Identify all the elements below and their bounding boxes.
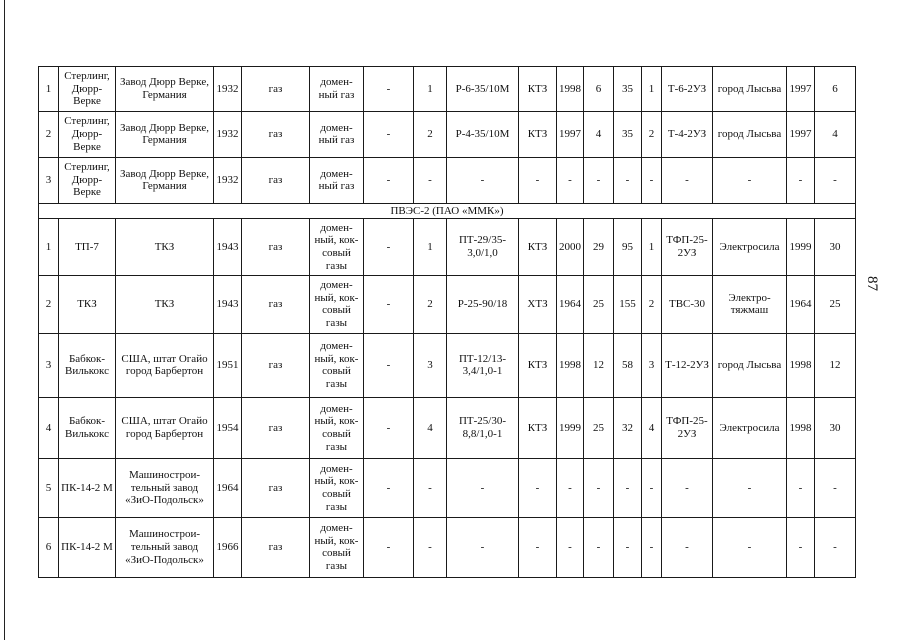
boiler-year-cell: 1954	[214, 397, 242, 458]
electric-capacity-cell: 4	[584, 112, 614, 157]
boiler-year-cell: 1966	[214, 517, 242, 577]
table-row	[39, 218, 856, 275]
generator-type-cell: -	[662, 517, 713, 577]
generator-capacity-cell: 6	[815, 67, 856, 112]
row-number-cell: 3	[39, 157, 59, 203]
turbine-year-cell: 1964	[557, 276, 584, 333]
generator-year-cell: 1999	[787, 218, 815, 275]
blank-col-cell: -	[364, 397, 414, 458]
generator-capacity-cell: 12	[815, 333, 856, 397]
equipment-table	[38, 66, 856, 578]
section-row	[39, 203, 856, 218]
boiler-type-cell: Бабкок-Вилькокс	[59, 397, 116, 458]
turbine-year-cell: 1999	[557, 397, 584, 458]
row-number-cell: 3	[39, 333, 59, 397]
boiler-year-cell: 1932	[214, 157, 242, 203]
generator-year-cell: 1998	[787, 333, 815, 397]
boiler-year-cell: 1964	[214, 459, 242, 517]
boiler-type-cell: Стерлинг, Дюрр-Верке	[59, 112, 116, 157]
generator-station-number-cell: 1	[642, 218, 662, 275]
turbine-manufacturer-cell: КТЗ	[519, 112, 557, 157]
generator-type-cell: Т-4-2УЗ	[662, 112, 713, 157]
main-fuel-cell: газ	[242, 333, 310, 397]
reserve-fuel-cell: домен-ный газ	[310, 157, 364, 203]
generator-year-cell: 1998	[787, 397, 815, 458]
generator-manufacturer-cell: город Лысьва	[713, 333, 787, 397]
blank-col-cell: -	[364, 517, 414, 577]
electric-capacity-cell: 25	[584, 397, 614, 458]
generator-manufacturer-cell: -	[713, 459, 787, 517]
blank-col-cell: -	[364, 459, 414, 517]
turbine-type-cell: Р-6-35/10М	[447, 67, 519, 112]
turbine-year-cell: 1998	[557, 333, 584, 397]
boiler-type-cell: Стерлинг, Дюрр-Верке	[59, 157, 116, 203]
binding-rule	[4, 0, 5, 640]
main-fuel-cell: газ	[242, 459, 310, 517]
boiler-type-cell: ПК-14-2 М	[59, 517, 116, 577]
turbine-type-cell: -	[447, 517, 519, 577]
turbine-manufacturer-cell: КТЗ	[519, 67, 557, 112]
boiler-year-cell: 1932	[214, 67, 242, 112]
generator-year-cell: 1964	[787, 276, 815, 333]
turbine-year-cell: 1998	[557, 67, 584, 112]
turbine-type-cell: Р-4-35/10М	[447, 112, 519, 157]
generator-year-cell: -	[787, 459, 815, 517]
blank-col-cell: -	[364, 276, 414, 333]
table-row	[39, 397, 856, 458]
turbine-type-cell: Р-25-90/18	[447, 276, 519, 333]
generator-type-cell: ТВС-30	[662, 276, 713, 333]
thermal-capacity-cell: 32	[614, 397, 642, 458]
main-fuel-cell: газ	[242, 112, 310, 157]
turbine-type-cell: ПТ-12/13-3,4/1,0-1	[447, 333, 519, 397]
thermal-capacity-cell: -	[614, 517, 642, 577]
thermal-capacity-cell: 35	[614, 67, 642, 112]
generator-year-cell: -	[787, 157, 815, 203]
generator-capacity-cell: -	[815, 517, 856, 577]
main-fuel-cell: газ	[242, 157, 310, 203]
generator-capacity-cell: 30	[815, 218, 856, 275]
boiler-type-cell: ПК-14-2 М	[59, 459, 116, 517]
turbine-manufacturer-cell: -	[519, 517, 557, 577]
row-number-cell: 2	[39, 112, 59, 157]
electric-capacity-cell: -	[584, 517, 614, 577]
boiler-year-cell: 1943	[214, 218, 242, 275]
manufacturer-cell: Машинострои-тельный завод «ЗиО-Подольск»	[116, 517, 214, 577]
section-title: ПВЭС-2 (ПАО «ММК»)	[39, 203, 856, 218]
main-fuel-cell: газ	[242, 276, 310, 333]
page-number: 87	[864, 276, 880, 291]
row-number-cell: 1	[39, 218, 59, 275]
row-number-cell: 4	[39, 397, 59, 458]
table-row	[39, 459, 856, 517]
table-row	[39, 112, 856, 157]
generator-type-cell: -	[662, 157, 713, 203]
turbine-year-cell: 1997	[557, 112, 584, 157]
generator-station-number-cell: -	[642, 459, 662, 517]
manufacturer-cell: ТКЗ	[116, 218, 214, 275]
turbine-station-number-cell: -	[414, 459, 447, 517]
table-row	[39, 276, 856, 333]
blank-col-cell: -	[364, 67, 414, 112]
reserve-fuel-cell: домен-ный, кок-совый газы	[310, 218, 364, 275]
thermal-capacity-cell: 58	[614, 333, 642, 397]
reserve-fuel-cell: домен-ный, кок-совый газы	[310, 333, 364, 397]
turbine-station-number-cell: -	[414, 517, 447, 577]
thermal-capacity-cell: 155	[614, 276, 642, 333]
turbine-station-number-cell: 1	[414, 67, 447, 112]
turbine-type-cell: -	[447, 157, 519, 203]
turbine-station-number-cell: 3	[414, 333, 447, 397]
turbine-manufacturer-cell: -	[519, 157, 557, 203]
generator-manufacturer-cell: Электросила	[713, 218, 787, 275]
reserve-fuel-cell: домен-ный, кок-совый газы	[310, 397, 364, 458]
turbine-manufacturer-cell: КТЗ	[519, 218, 557, 275]
reserve-fuel-cell: домен-ный, кок-совый газы	[310, 276, 364, 333]
turbine-type-cell: ПТ-29/35-3,0/1,0	[447, 218, 519, 275]
thermal-capacity-cell: 35	[614, 112, 642, 157]
generator-type-cell: ТФП-25-2УЗ	[662, 397, 713, 458]
generator-station-number-cell: 1	[642, 67, 662, 112]
boiler-year-cell: 1951	[214, 333, 242, 397]
reserve-fuel-cell: домен-ный, кок-совый газы	[310, 517, 364, 577]
turbine-manufacturer-cell: КТЗ	[519, 397, 557, 458]
generator-manufacturer-cell: Электросила	[713, 397, 787, 458]
manufacturer-cell: Завод Дюрр Верке, Германия	[116, 112, 214, 157]
generator-station-number-cell: -	[642, 157, 662, 203]
table-row	[39, 157, 856, 203]
table-row	[39, 67, 856, 112]
manufacturer-cell: Завод Дюрр Верке, Германия	[116, 67, 214, 112]
generator-capacity-cell: -	[815, 459, 856, 517]
boiler-type-cell: Бабкок-Вилькокс	[59, 333, 116, 397]
turbine-type-cell: -	[447, 459, 519, 517]
generator-manufacturer-cell: город Лысьва	[713, 67, 787, 112]
generator-capacity-cell: 30	[815, 397, 856, 458]
generator-capacity-cell: 25	[815, 276, 856, 333]
generator-manufacturer-cell: -	[713, 157, 787, 203]
thermal-capacity-cell: -	[614, 459, 642, 517]
electric-capacity-cell: 12	[584, 333, 614, 397]
row-number-cell: 2	[39, 276, 59, 333]
turbine-year-cell: -	[557, 157, 584, 203]
boiler-year-cell: 1932	[214, 112, 242, 157]
blank-col-cell: -	[364, 218, 414, 275]
blank-col-cell: -	[364, 333, 414, 397]
table-row	[39, 333, 856, 397]
boiler-year-cell: 1943	[214, 276, 242, 333]
generator-capacity-cell: -	[815, 157, 856, 203]
main-fuel-cell: газ	[242, 218, 310, 275]
generator-year-cell: -	[787, 517, 815, 577]
generator-type-cell: Т-6-2УЗ	[662, 67, 713, 112]
generator-manufacturer-cell: город Лысьва	[713, 112, 787, 157]
generator-manufacturer-cell: Электро-тяжмаш	[713, 276, 787, 333]
main-fuel-cell: газ	[242, 67, 310, 112]
main-fuel-cell: газ	[242, 517, 310, 577]
electric-capacity-cell: 29	[584, 218, 614, 275]
boiler-type-cell: Стерлинг, Дюрр-Верке	[59, 67, 116, 112]
turbine-station-number-cell: -	[414, 157, 447, 203]
turbine-manufacturer-cell: -	[519, 459, 557, 517]
reserve-fuel-cell: домен-ный, кок-совый газы	[310, 459, 364, 517]
reserve-fuel-cell: домен-ный газ	[310, 112, 364, 157]
generator-station-number-cell: 2	[642, 276, 662, 333]
turbine-manufacturer-cell: КТЗ	[519, 333, 557, 397]
generator-station-number-cell: -	[642, 517, 662, 577]
reserve-fuel-cell: домен-ный газ	[310, 67, 364, 112]
turbine-year-cell: 2000	[557, 218, 584, 275]
manufacturer-cell: США, штат Огайо город Барбертон	[116, 397, 214, 458]
generator-capacity-cell: 4	[815, 112, 856, 157]
manufacturer-cell: Машинострои-тельный завод «ЗиО-Подольск»	[116, 459, 214, 517]
turbine-type-cell: ПТ-25/30-8,8/1,0-1	[447, 397, 519, 458]
turbine-station-number-cell: 4	[414, 397, 447, 458]
row-number-cell: 5	[39, 459, 59, 517]
electric-capacity-cell: -	[584, 459, 614, 517]
blank-col-cell: -	[364, 157, 414, 203]
generator-station-number-cell: 3	[642, 333, 662, 397]
manufacturer-cell: Завод Дюрр Верке, Германия	[116, 157, 214, 203]
blank-col-cell: -	[364, 112, 414, 157]
turbine-station-number-cell: 2	[414, 276, 447, 333]
manufacturer-cell: США, штат Огайо город Барбертон	[116, 333, 214, 397]
row-number-cell: 1	[39, 67, 59, 112]
generator-type-cell: Т-12-2УЗ	[662, 333, 713, 397]
boiler-type-cell: ТКЗ	[59, 276, 116, 333]
generator-year-cell: 1997	[787, 112, 815, 157]
turbine-year-cell: -	[557, 517, 584, 577]
generator-year-cell: 1997	[787, 67, 815, 112]
electric-capacity-cell: -	[584, 157, 614, 203]
generator-station-number-cell: 4	[642, 397, 662, 458]
row-number-cell: 6	[39, 517, 59, 577]
boiler-type-cell: ТП-7	[59, 218, 116, 275]
table-row	[39, 517, 856, 577]
generator-type-cell: -	[662, 459, 713, 517]
turbine-station-number-cell: 2	[414, 112, 447, 157]
generator-station-number-cell: 2	[642, 112, 662, 157]
thermal-capacity-cell: -	[614, 157, 642, 203]
thermal-capacity-cell: 95	[614, 218, 642, 275]
manufacturer-cell: ТКЗ	[116, 276, 214, 333]
turbine-station-number-cell: 1	[414, 218, 447, 275]
electric-capacity-cell: 6	[584, 67, 614, 112]
turbine-year-cell: -	[557, 459, 584, 517]
turbine-manufacturer-cell: ХТЗ	[519, 276, 557, 333]
electric-capacity-cell: 25	[584, 276, 614, 333]
generator-manufacturer-cell: -	[713, 517, 787, 577]
generator-type-cell: ТФП-25-2УЗ	[662, 218, 713, 275]
main-fuel-cell: газ	[242, 397, 310, 458]
